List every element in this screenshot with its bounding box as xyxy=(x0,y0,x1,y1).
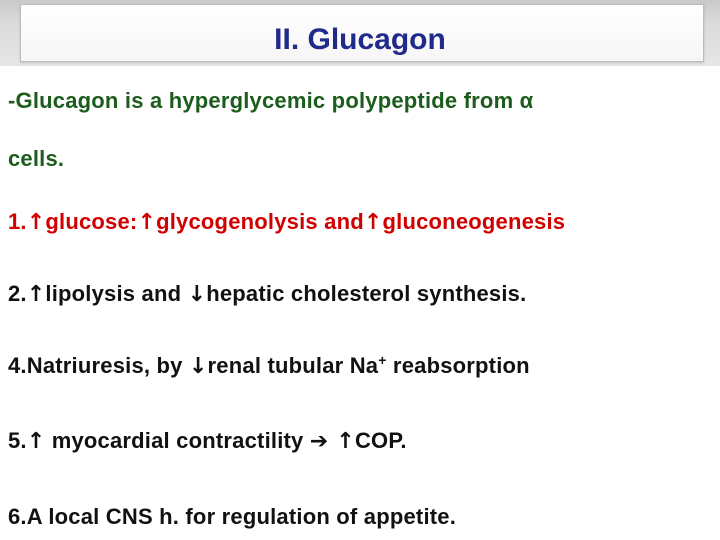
up-arrow-icon: ↑ xyxy=(137,210,157,235)
item-4-text-2: renal tubular Na xyxy=(207,353,379,378)
item-2 xyxy=(8,279,526,310)
up-arrow-icon: ↑ xyxy=(26,429,46,454)
item-4-superscript: + xyxy=(378,352,387,368)
intro-line-1: -Glucagon is a hyperglycemic polypeptide from α xyxy=(8,88,534,113)
item-1-glycogenolysis: glycogenolysis and xyxy=(156,209,364,234)
intro-line-2: cells. xyxy=(8,146,65,171)
up-arrow-icon: ↑ xyxy=(26,282,46,307)
up-arrow-icon: ↑ xyxy=(26,210,46,235)
slide-title: II. Glucagon xyxy=(274,23,446,56)
item-4 xyxy=(8,351,530,382)
item-2-lipolysis: lipolysis and xyxy=(45,281,188,306)
item-1-gluconeogenesis: gluconeogenesis xyxy=(382,209,566,234)
down-arrow-icon: ↓ xyxy=(188,354,208,379)
item-5 xyxy=(8,426,407,457)
down-arrow-icon: ↓ xyxy=(187,282,207,307)
item-5-text-2: COP. xyxy=(354,428,407,453)
up-arrow-icon: ↑ xyxy=(363,210,383,235)
right-arrow-icon: ➔ xyxy=(309,429,329,454)
item-5-number: 5. xyxy=(8,428,27,453)
item-1-glucose: glucose: xyxy=(45,209,138,234)
item-2-number: 2. xyxy=(8,281,27,306)
item-4-text-3: reabsorption xyxy=(386,353,530,378)
item-5-text-1: myocardial contractility xyxy=(45,428,310,453)
up-arrow-icon: ↑ xyxy=(328,429,355,454)
item-1-number: 1. xyxy=(8,209,27,234)
item-1 xyxy=(8,207,565,238)
item-6: 6.A local CNS h. for regulation of appetite. xyxy=(8,504,457,529)
item-2-rest: hepatic cholesterol synthesis. xyxy=(206,281,527,306)
item-4-text-1: 4.Natriuresis, by xyxy=(8,353,189,378)
